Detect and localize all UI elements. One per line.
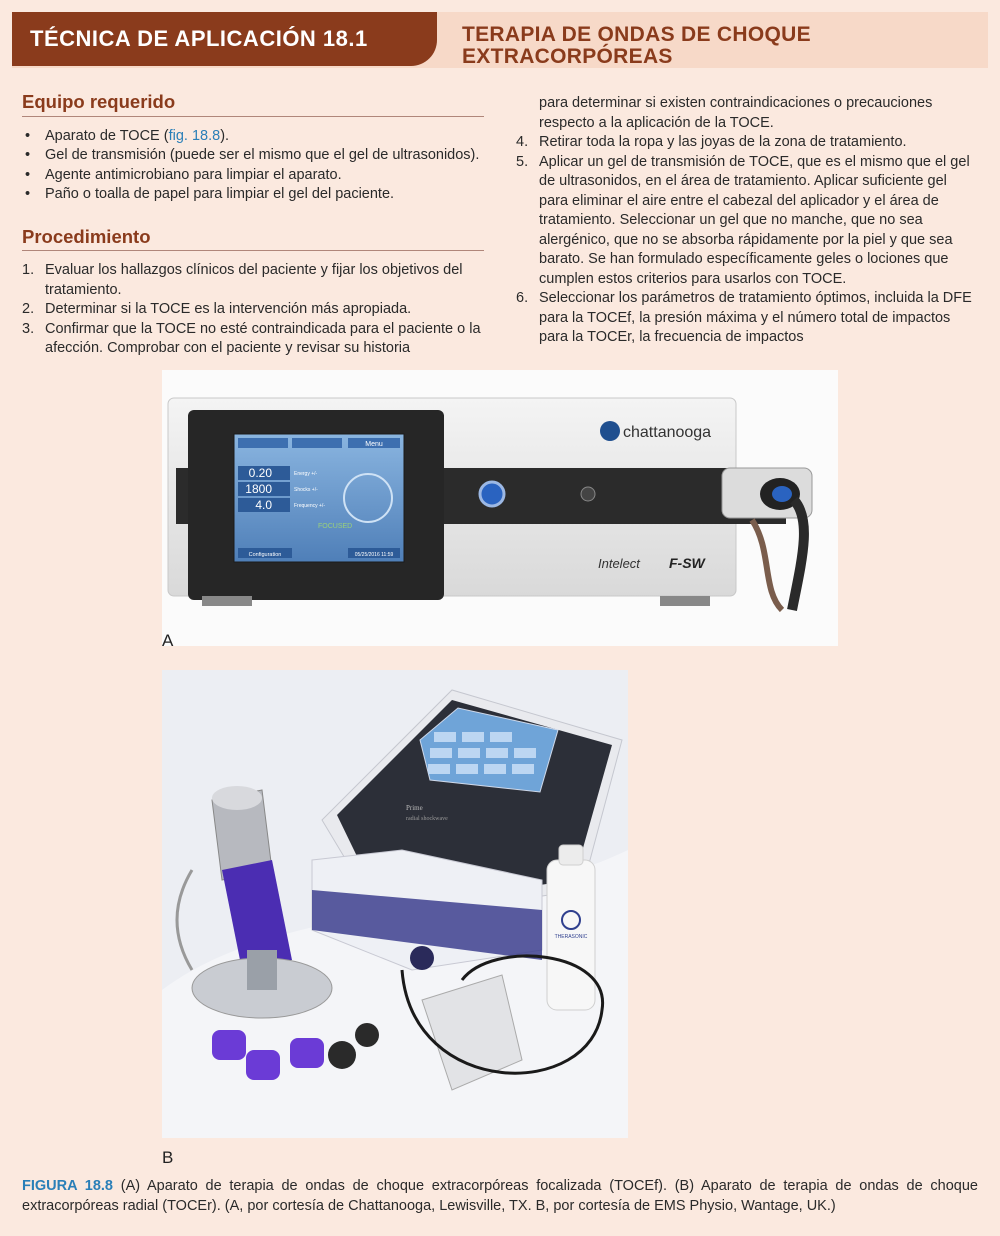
figure-b-label: B [162, 1148, 174, 1167]
figure-a-photo [162, 370, 838, 646]
device-b-name: Prime [406, 804, 423, 812]
left-column [22, 92, 484, 359]
step-number: 3. [22, 320, 35, 337]
figure-link[interactable]: fig. 18.8 [168, 127, 221, 144]
procedure-step [516, 153, 976, 290]
step-number: 5. [516, 153, 529, 170]
procedure-heading: Procedimiento [22, 227, 484, 252]
figure-b-photo [162, 670, 628, 1138]
step-text: Seleccionar los parámetros de tratamiento óptimos, incluida la DFE para la TOCEf, la presión máxima y el número total de impactos para la TOCEr, la frecuencia de impactos [539, 290, 972, 345]
step-text: Determinar si la TOCE es la intervención más apropiada. [45, 301, 412, 317]
step-text: Retirar toda la ropa y las joyas de la zona de tratamiento. [539, 134, 907, 150]
screen-energy-value: 0.20 [248, 466, 272, 480]
screen-energy-label: Energy +/- [294, 471, 318, 477]
step-text: Aplicar un gel de transmisión de TOCE, que es el mismo que el gel de ultrasonidos, en el área de tratamiento. Aplicar suficiente gel para eliminar el aire entre el cabezal del aplicador y el área de tratamiento. Seleccionar un gel que no manche, que no sea alergénico, que no se absorba rápidamente por la piel y que sea barato. Se han formulado específicamente geles o lociones que cumplen estos criterios para usarlos con TOCE. [539, 153, 970, 287]
caption-figure-label: FIGURA 18.8 [22, 1178, 113, 1194]
screen-frequency-label: Frequency +/- [294, 503, 325, 509]
shockwave-device-a-image [162, 370, 838, 646]
title-line-2: EXTRACORPÓREAS [462, 45, 673, 68]
screen-config-button: Configuration [248, 552, 282, 558]
step-text: Evaluar los hallazgos clínicos del paciente y fijar los objetivos del tratamiento. [45, 262, 463, 298]
step-text: Confirmar que la TOCE no esté contraindicada para el paciente o la afección. Comprobar con el paciente y revisar su historia [45, 320, 481, 356]
screen-shocks-label: Shocks +/- [294, 487, 318, 493]
technique-tab [12, 12, 437, 66]
screen-menu-label: Menu [365, 441, 383, 448]
equipment-item-text: Aparato de TOCE ( [45, 127, 169, 144]
equipment-item: • Agente antimicrobiano para limpiar el aparato. [22, 166, 484, 186]
bottle-label: THERASONIC [554, 934, 588, 940]
technique-label: TÉCNICA DE APLICACIÓN 18.1 [30, 26, 368, 51]
procedure-step [516, 133, 976, 153]
step-number: 6. [516, 290, 529, 306]
procedure-list-right [516, 133, 976, 348]
equipment-heading: Equipo requerido [22, 92, 484, 117]
step-number: 4. [516, 134, 529, 150]
title-line-1: TERAPIA DE ONDAS DE CHOQUE [462, 23, 811, 46]
procedure-step [516, 289, 976, 348]
brand-logo: chattanooga [623, 424, 712, 441]
screen-datetime: 05/25/2016 11:59 [354, 552, 394, 558]
equipment-item: • Paño o toalla de papel para limpiar el gel del paciente. [22, 185, 484, 205]
technique-title [462, 24, 811, 68]
procedure-step [22, 261, 484, 300]
model-name: F-SW [669, 555, 705, 571]
figure-caption [22, 1177, 978, 1216]
right-column [516, 94, 976, 348]
figure-a-label: A [162, 631, 174, 650]
model-prefix: Intelect [598, 556, 640, 571]
step-number: 1. [22, 262, 35, 278]
device-b-subtitle: radial shockwave [406, 816, 448, 822]
screen-frequency-value: 4.0 [255, 498, 272, 512]
screen-mode: FOCUSED [318, 523, 353, 530]
procedure-step [22, 320, 484, 359]
step-3-continued: para determinar si existen contraindicaciones o precauciones respecto a la aplicación de la TOCE. [539, 95, 933, 131]
screen-shocks-value: 1800 [245, 482, 272, 496]
equipment-item: • Gel de transmisión (puede ser el mismo que el gel de ultrasonidos). [22, 146, 484, 166]
step-number: 2. [22, 301, 35, 317]
caption-text: (A) Aparato de terapia de ondas de choque extracorpóreas focalizada (TOCEf). (B) Aparato de terapia de ondas de choque extracorpóreas radial (TOCEr). (A, por cortesía de Chattanooga, Lewisville, TX. B, por cortesía de EMS Physio, Wantage, UK.) [22, 1178, 978, 1214]
equipment-item [22, 127, 484, 147]
procedure-step [22, 300, 484, 320]
equipment-list [22, 127, 484, 205]
equipment-item-text: ). [220, 127, 230, 144]
procedure-list-left [22, 261, 484, 359]
shockwave-device-b-image [162, 670, 628, 1138]
